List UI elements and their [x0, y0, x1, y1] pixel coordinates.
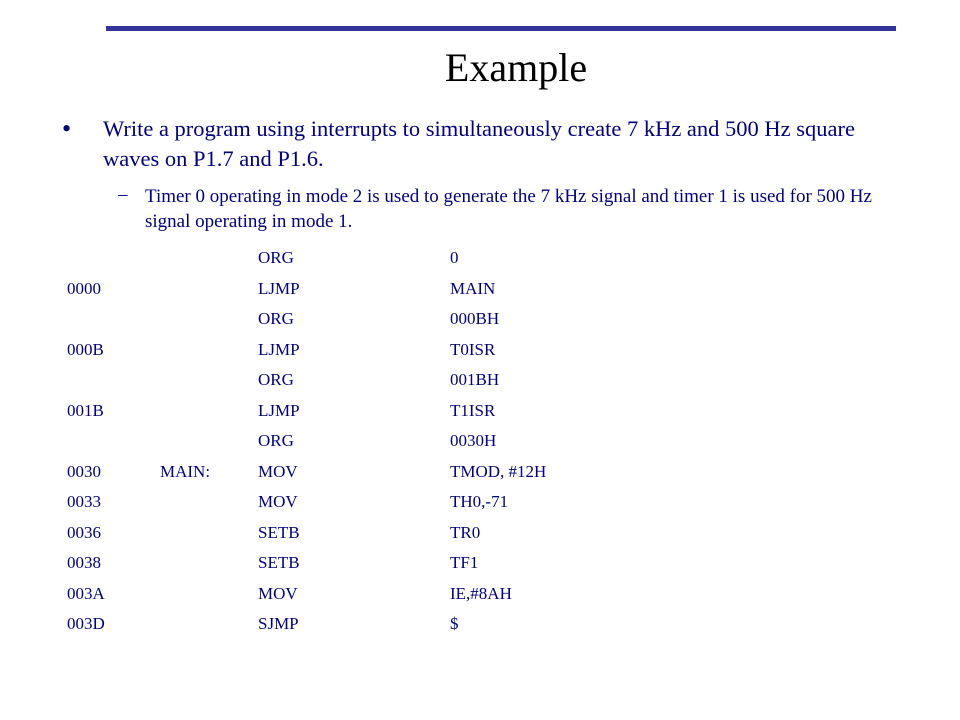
code-operand: TMOD, #12H	[450, 461, 547, 481]
code-operand: 001BH	[450, 370, 500, 389]
code-address: 0036	[67, 522, 101, 542]
code-opcode: MOV	[258, 492, 298, 511]
code-operand: MAIN	[450, 278, 496, 298]
bullet-marker: •	[62, 114, 72, 143]
slide-title: Example	[444, 45, 588, 90]
code-opcode: ORG	[258, 309, 294, 328]
code-opcode: ORG	[258, 431, 294, 450]
code-line	[0, 492, 960, 516]
code-line	[0, 340, 960, 364]
code-address: 0038	[67, 553, 101, 572]
code-opcode: LJMP	[258, 278, 300, 298]
code-address: 000B	[67, 339, 104, 359]
code-operand: TR0	[450, 522, 481, 542]
code-opcode: ORG	[258, 370, 294, 389]
code-operand: 0030H	[450, 431, 497, 450]
code-line	[0, 370, 960, 394]
code-operand: 000BH	[450, 309, 500, 328]
code-opcode: LJMP	[258, 400, 300, 420]
code-line	[0, 248, 960, 272]
code-line	[0, 309, 960, 333]
title-rule	[106, 26, 896, 31]
code-line	[0, 614, 960, 638]
code-line	[0, 553, 960, 577]
code-opcode: SJMP	[258, 614, 299, 633]
code-line	[0, 401, 960, 425]
code-label: MAIN:	[160, 461, 211, 481]
code-line	[0, 523, 960, 547]
code-opcode: LJMP	[258, 339, 300, 359]
code-address: 003D	[67, 614, 105, 633]
code-operand: T0ISR	[450, 339, 496, 359]
code-line	[0, 462, 960, 486]
code-address: 001B	[67, 400, 104, 420]
code-opcode: SETB	[258, 522, 300, 542]
code-address: 0000	[67, 278, 101, 298]
sub-bullet: Timer 0 operating in mode 2 is used to generate the 7 kHz signal and timer 1 is used for 500 Hz signal operating in mode 1.	[145, 186, 872, 232]
code-address: 003A	[67, 583, 105, 603]
code-operand: TH0,-71	[450, 492, 509, 511]
code-operand: 0	[450, 248, 459, 267]
sub-bullet-marker: –	[118, 184, 128, 205]
code-operand: T1ISR	[450, 400, 496, 420]
code-line	[0, 584, 960, 608]
code-address: 0030	[67, 461, 101, 481]
code-operand: TF1	[450, 553, 479, 572]
code-opcode: SETB	[258, 553, 300, 572]
code-address: 0033	[67, 492, 101, 511]
code-opcode: MOV	[258, 461, 298, 481]
code-operand: IE,#8AH	[450, 583, 512, 603]
code-line	[0, 279, 960, 303]
code-opcode: MOV	[258, 583, 298, 603]
code-line	[0, 431, 960, 455]
code-opcode: ORG	[258, 248, 294, 267]
main-bullet: Write a program using interrupts to simultaneously create 7 kHz and 500 Hz square waves on P1.7 and P1.6.	[103, 116, 856, 171]
code-operand: $	[450, 614, 459, 633]
